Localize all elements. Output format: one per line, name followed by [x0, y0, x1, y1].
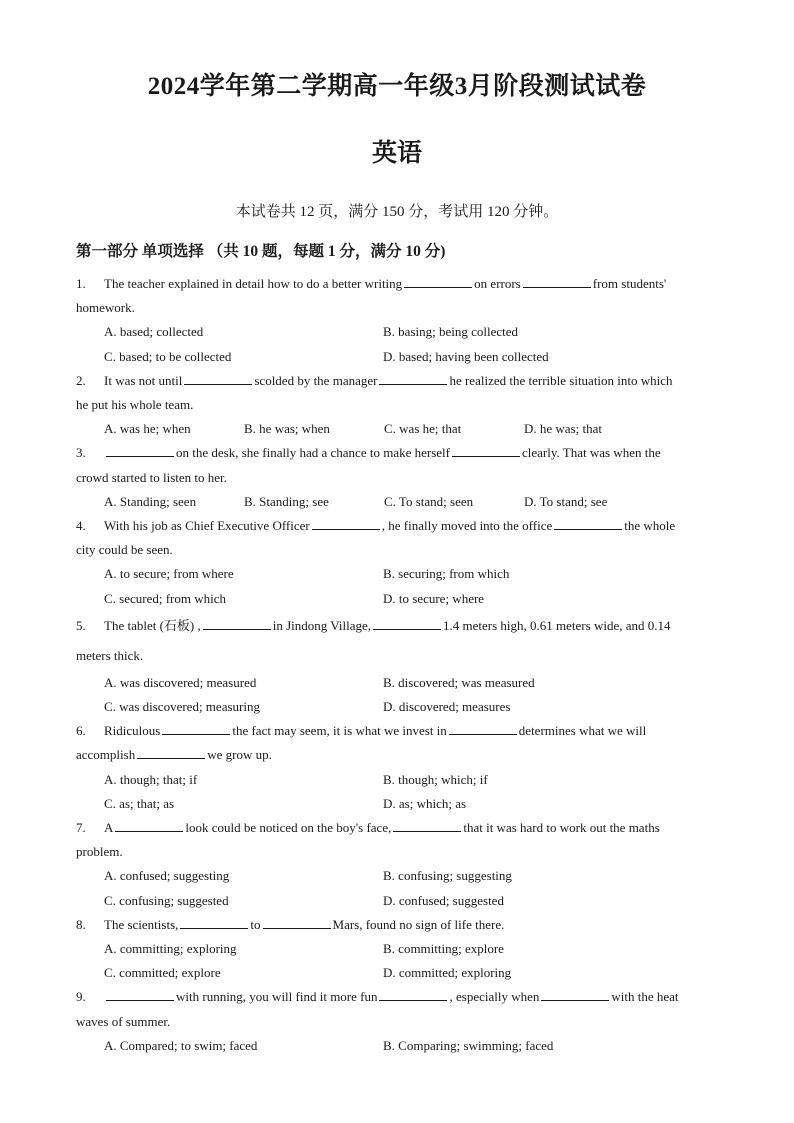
- exam-note: 本试卷共 12 页，满分 150 分，考试用 120 分钟。: [235, 204, 559, 220]
- question-6: 6. Ridiculous the fact may seem, it is what we invest in determines what we will accomplish we grow up. A. though; that; if B. though; which; if C. as; that; as D. as; which; as: [76, 719, 718, 816]
- question-list: [76, 272, 718, 1058]
- option-a: A. Standing; seen: [104, 493, 197, 509]
- option-c: C. was discovered; measuring: [104, 699, 260, 715]
- option-b: B. basing; being collected: [383, 324, 519, 340]
- question-9: 9. with running, you will find it more fun , especially when with the heat waves of summer. A. Compared; to swim; faced B. Comparing; swimming; faced: [76, 985, 718, 1058]
- question-number: 8.: [76, 916, 86, 932]
- option-c: C. as; that; as: [104, 795, 175, 811]
- question-number: 9.: [76, 989, 86, 1005]
- option-b: B. Comparing; swimming; faced: [383, 1037, 554, 1053]
- question-2: 2. It was not until scolded by the manager he realized the terrible situation into which he put his whole team. A. was he; when B. he was; when C. was he; that D. he was; that: [76, 369, 718, 442]
- section-title: 第一部分 单项选择 （共 10 题，每题 1 分，满分 10 分): [76, 243, 446, 260]
- option-d: D. to secure; where: [383, 590, 485, 606]
- option-d: D. committed; exploring: [383, 965, 512, 981]
- question-4: 4. With his job as Chief Executive Officer , he finally moved into the office the whole city could be seen. A. to secure; from where B. securing; from which C. secured; from which D. to secure; where: [76, 514, 718, 611]
- option-a: A. based; collected: [104, 324, 204, 340]
- answer-blank: [373, 615, 441, 630]
- option-a: A. committing; exploring: [104, 941, 237, 957]
- option-b: B. confusing; suggesting: [383, 868, 512, 884]
- option-b: B. though; which; if: [383, 771, 488, 787]
- answer-blank: [115, 817, 183, 832]
- option-b: B. committing; explore: [383, 941, 504, 957]
- answer-blank: [452, 442, 520, 457]
- answer-blank: [203, 615, 271, 630]
- answer-blank: [541, 986, 609, 1001]
- question-number: 6.: [76, 723, 86, 739]
- answer-blank: [379, 370, 447, 385]
- question-7: 7. A look could be noticed on the boy's face, that it was hard to work out the maths problem. A. confused; suggesting B. confusing; suggesting C. confusing; suggested D. confused; suggested: [76, 816, 718, 913]
- answer-blank: [523, 273, 591, 288]
- option-a: A. confused; suggesting: [104, 868, 230, 884]
- option-a: A. was discovered; measured: [104, 674, 257, 690]
- answer-blank: [106, 442, 174, 457]
- option-d: D. discovered; measures: [383, 699, 511, 715]
- option-d: D. as; which; as: [383, 795, 467, 811]
- option-d: D. he was; that: [524, 421, 602, 437]
- question-5: 5. The tablet (石板) , in Jindong Village, 1.4 meters high, 0.61 meters wide, and 0.14 meters thick. A. was discovered; measured B. discovered; was measured C. was discovered; measuring D. discovered; measures: [76, 611, 718, 719]
- answer-blank: [106, 986, 174, 1001]
- option-d: D. confused; suggested: [383, 892, 504, 908]
- option-c: C. was he; that: [384, 421, 462, 437]
- question-number: 2.: [76, 372, 86, 388]
- answer-blank: [379, 986, 447, 1001]
- option-d: D. To stand; see: [524, 493, 608, 509]
- option-b: B. securing; from which: [383, 566, 510, 582]
- question-8: 8. The scientists, to Mars, found no sign of life there. A. committing; exploring B. committing; explore C. committed; explore D. committed; exploring: [76, 913, 718, 986]
- option-a: A. was he; when: [104, 421, 191, 437]
- option-c: C. based; to be collected: [104, 348, 232, 364]
- option-d: D. based; having been collected: [383, 348, 549, 364]
- question-number: 5.: [76, 617, 86, 633]
- answer-blank: [162, 720, 230, 735]
- answer-blank: [312, 515, 380, 530]
- question-number: 4.: [76, 518, 86, 534]
- option-b: B. he was; when: [244, 421, 330, 437]
- answer-blank: [180, 914, 248, 929]
- option-a: A. Compared; to swim; faced: [104, 1037, 258, 1053]
- answer-blank: [263, 914, 331, 929]
- question-3: 3. on the desk, she finally had a chance to make herself clearly. That was when the crowd started to listen to her. A. Standing; seen B. Standing; see C. To stand; seen D. To stand; see: [76, 441, 718, 514]
- question-1: 1. The teacher explained in detail how to do a better writing on errors from students' homework. A. based; collected B. basing; being collected C. based; to be collected D. based; having been collected: [76, 272, 718, 369]
- exam-subject: 英语: [371, 140, 422, 167]
- question-number: 3.: [76, 445, 86, 461]
- answer-blank: [449, 720, 517, 735]
- answer-blank: [404, 273, 472, 288]
- option-c: C. confusing; suggested: [104, 892, 229, 908]
- option-a: A. though; that; if: [104, 771, 198, 787]
- option-b: B. discovered; was measured: [383, 674, 535, 690]
- option-c: C. committed; explore: [104, 965, 221, 981]
- question-number: 7.: [76, 820, 86, 836]
- answer-blank: [554, 515, 622, 530]
- exam-title: 2024学年第二学期高一年级3月阶段测试试卷: [147, 73, 647, 100]
- option-c: C. secured; from which: [104, 590, 227, 606]
- answer-blank: [393, 817, 461, 832]
- question-number: 1.: [76, 276, 86, 291]
- option-b: B. Standing; see: [244, 493, 329, 509]
- option-a: A. to secure; from where: [104, 566, 234, 582]
- answer-blank: [184, 370, 252, 385]
- answer-blank: [137, 744, 205, 759]
- option-c: C. To stand; seen: [384, 493, 474, 509]
